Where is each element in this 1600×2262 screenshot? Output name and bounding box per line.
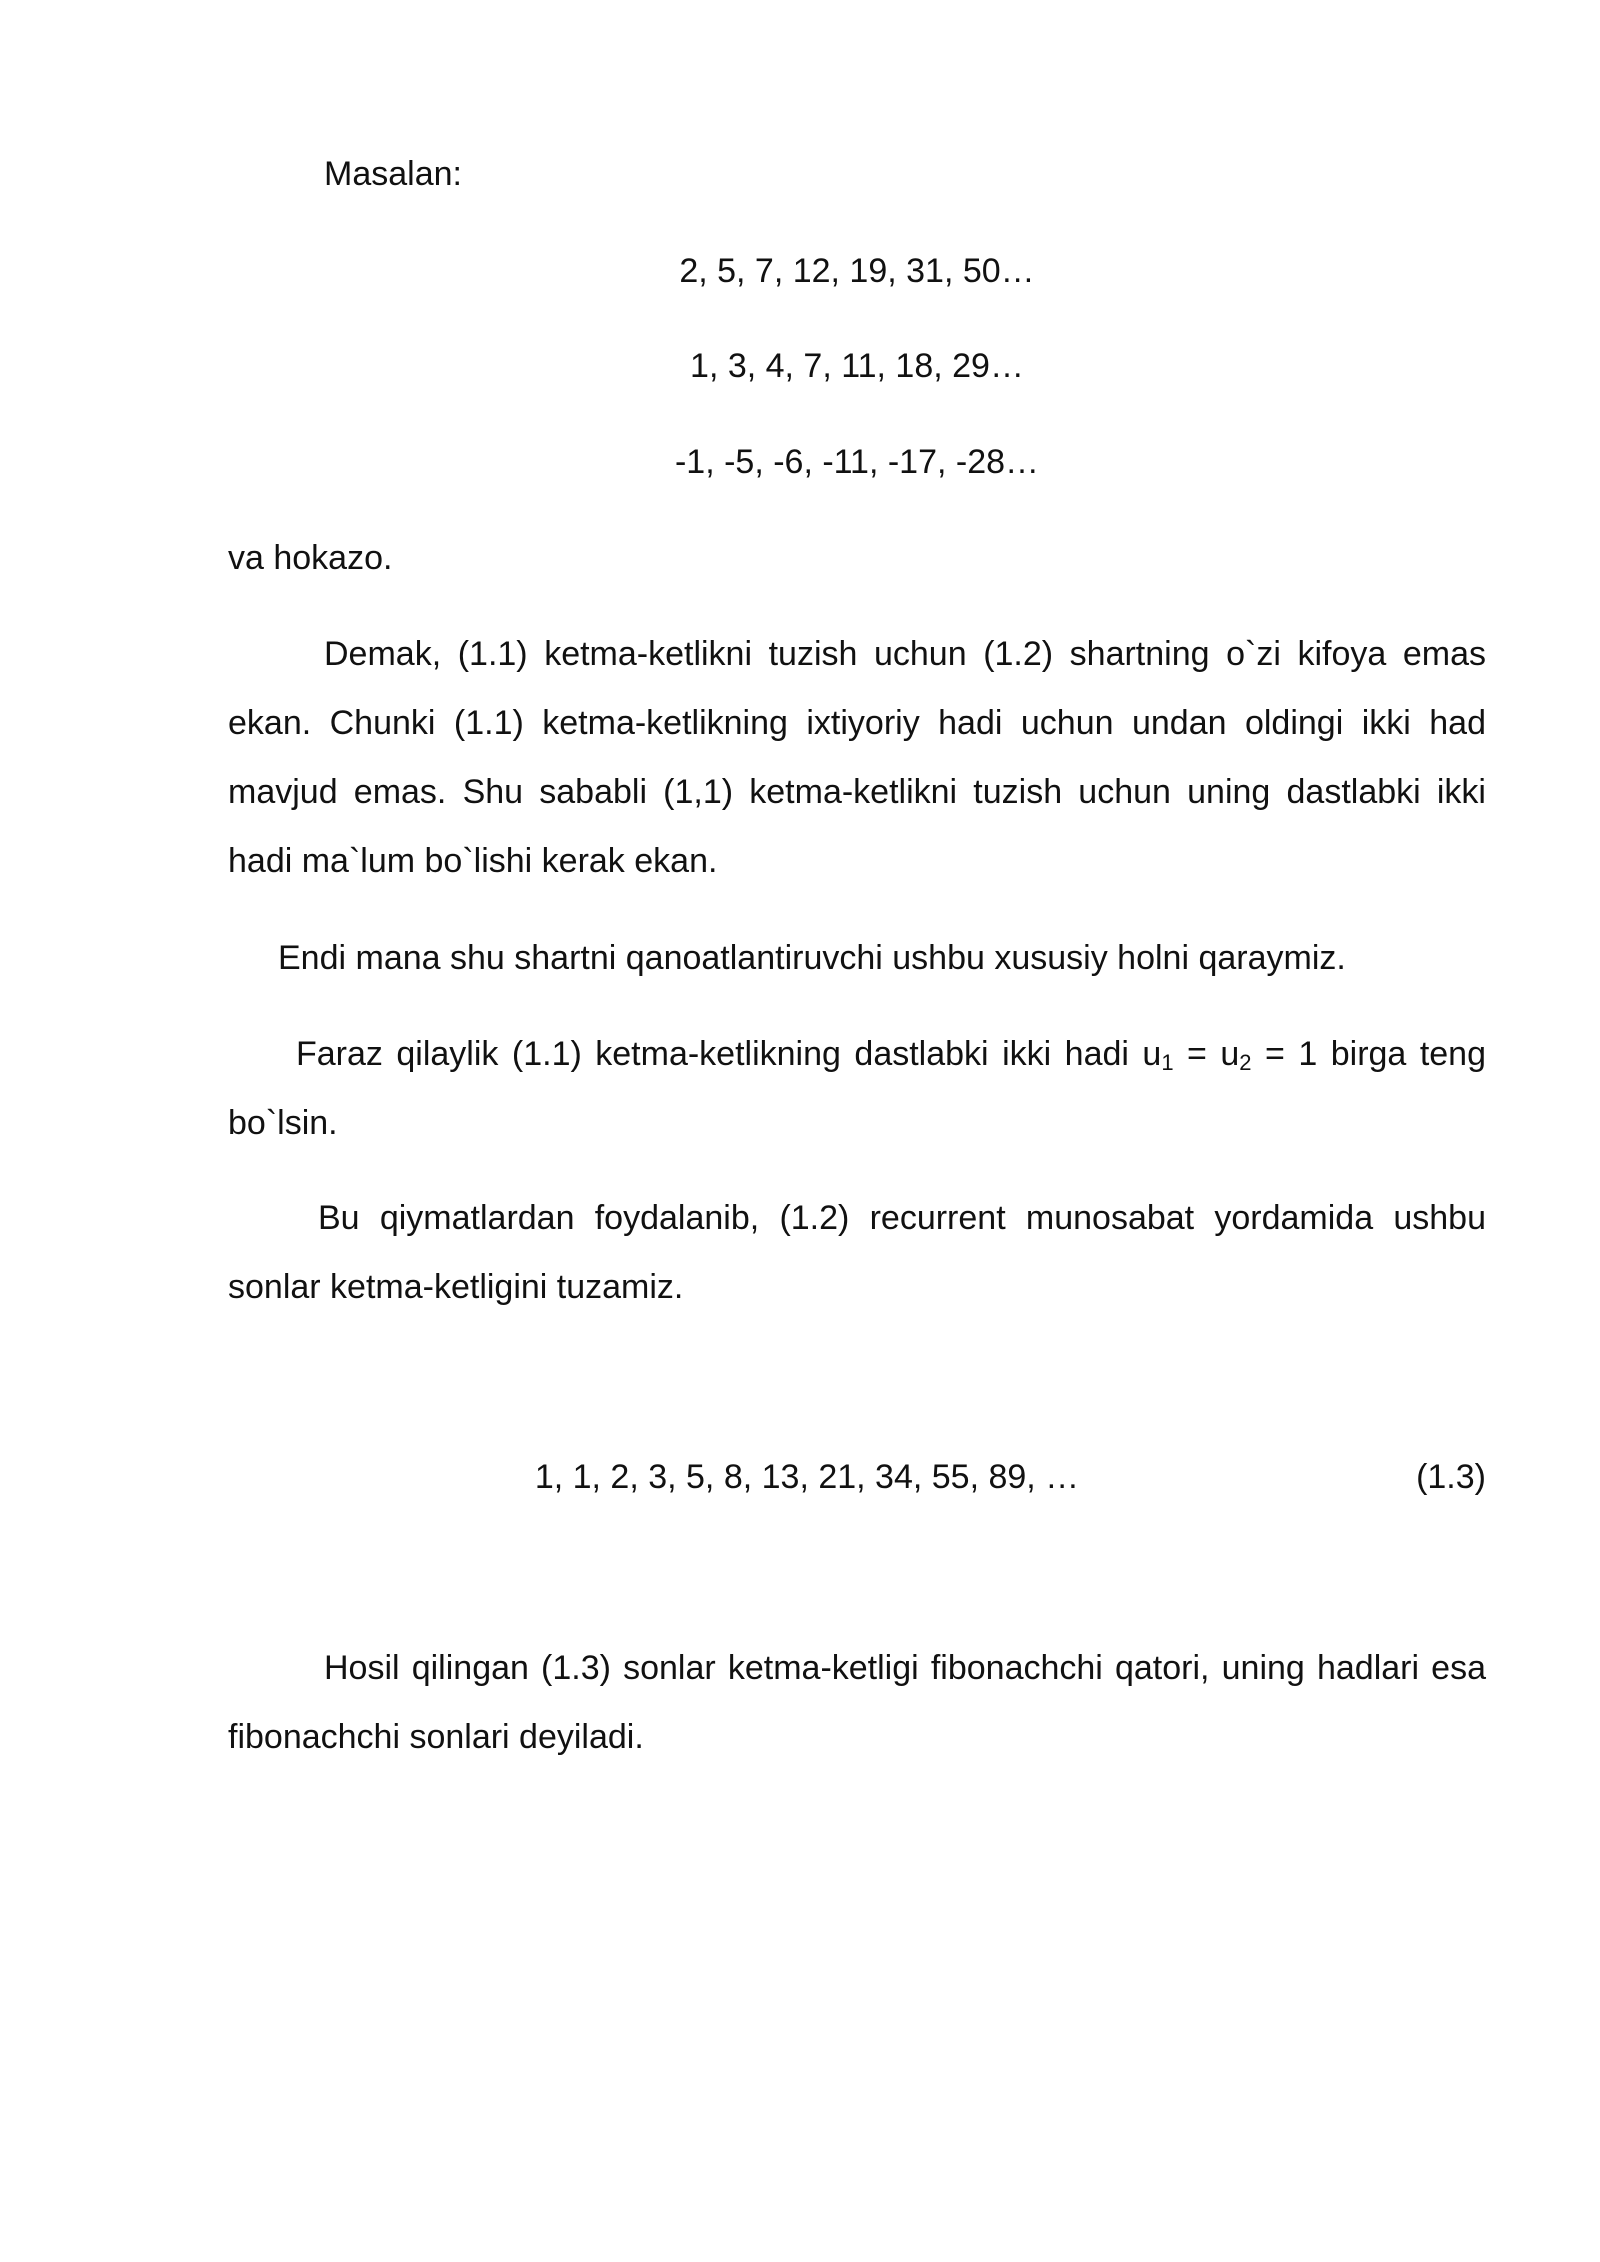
u1-subscript: 1 (1161, 1050, 1174, 1075)
paragraph-initial-values (228, 1020, 1486, 1158)
paragraph-special-case: Endi mana shu shartni qanoatlantiruvchi ushbu xususiy holni qaraymiz. (278, 939, 1346, 977)
u2-subscript: 2 (1239, 1050, 1252, 1075)
paragraph-recurrence-construction: Bu qiymatlardan foydalanib, (1.2) recurrent munosabat yordamida ushbu sonlar ketma-ketligini tuzamiz. (228, 1199, 1486, 1306)
initial-values-text-middle: = u (1173, 1035, 1240, 1073)
example-sequence-3: -1, -5, -6, -11, -17, -28… (674, 443, 1040, 481)
fibonacci-sequence: 1, 1, 2, 3, 5, 8, 13, 21, 34, 55, 89, … (534, 1458, 1080, 1496)
equation-number: (1.3) (1416, 1458, 1486, 1496)
closing-example-text: va hokazo. (228, 539, 393, 577)
paragraph-condition-explanation: Demak, (1.1) ketma-ketlikni tuzish uchun (1.2) shartning o`zi kifoya emas ekan. Chunki (1.1) ketma-ketlikning ixtiyoriy hadi uchun undan oldingi ikki had mavjud emas. Shu sababli (1,1) ketma-ketlikni tuzish uchun uning dastlabki ikki hadi ma`lum bo`lishi kerak ekan. (228, 635, 1486, 880)
initial-values-text-start: Faraz qilaylik (1.1) ketma-ketlikning dastlabki ikki hadi u (296, 1035, 1162, 1073)
fibonacci-equation (228, 1443, 1486, 1512)
example-sequence-1: 2, 5, 7, 12, 19, 31, 50… (679, 252, 1035, 290)
initial-values-text-end: = 1 birga teng bo`lsin. (228, 1035, 1486, 1142)
example-sequence-2: 1, 3, 4, 7, 11, 18, 29… (690, 347, 1024, 385)
intro-label: Masalan: (324, 155, 462, 193)
paragraph-fibonacci-definition: Hosil qilingan (1.3) sonlar ketma-ketligi fibonachchi qatori, uning hadlari esa fibonachchi sonlari deyiladi. (228, 1649, 1486, 1756)
